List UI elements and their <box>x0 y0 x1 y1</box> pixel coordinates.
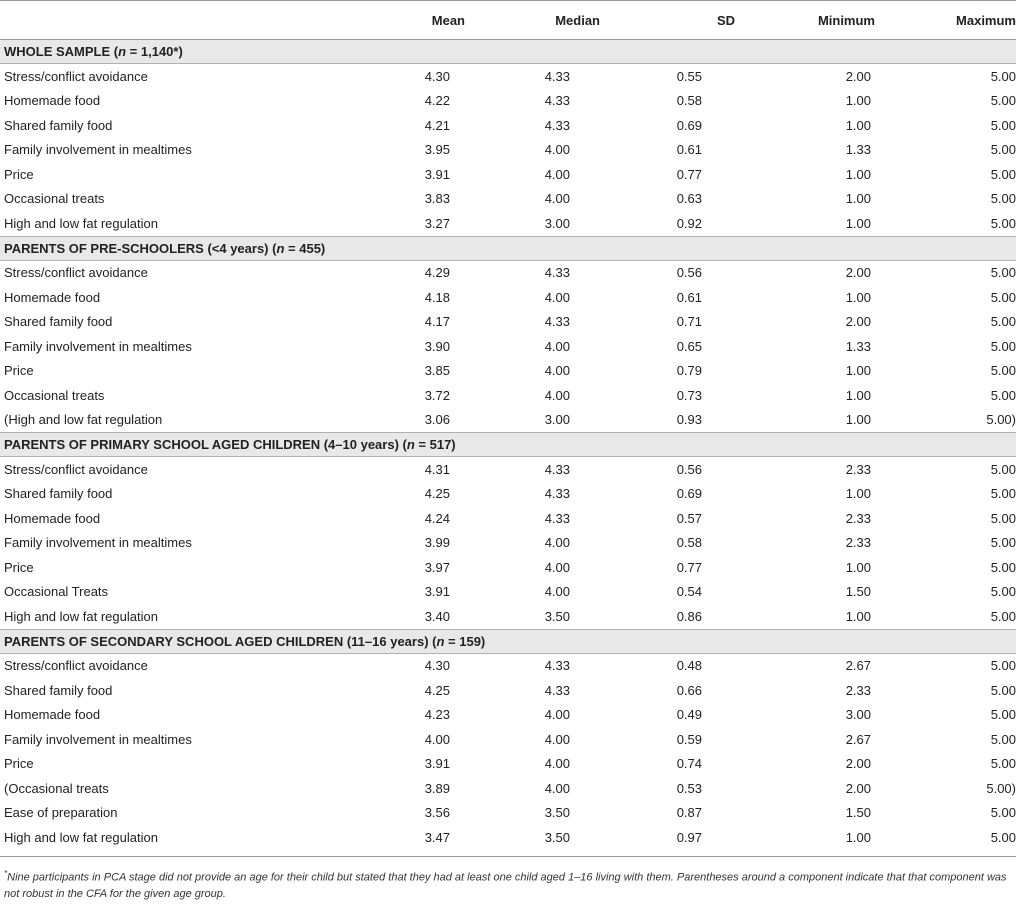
median-value: 4.33 <box>544 117 570 133</box>
table-row <box>0 531 1016 556</box>
minimum-value: 1.00 <box>845 829 871 845</box>
table-row <box>0 678 1016 703</box>
component-name: Family involvement in mealtimes <box>4 142 192 158</box>
table-header <box>0 1 1016 40</box>
minimum-value: 2.00 <box>845 780 871 796</box>
component-name: Family involvement in mealtimes <box>4 731 192 747</box>
component-name: Stress/conflict avoidance <box>4 658 148 674</box>
minimum-value: 1.00 <box>845 387 871 403</box>
sd-value: 0.59 <box>676 731 702 747</box>
minimum-value: 2.67 <box>845 731 871 747</box>
sd-value: 0.97 <box>676 829 702 845</box>
section-title <box>0 40 1016 64</box>
mean-value: 4.31 <box>424 461 450 477</box>
maximum-value: 5.00 <box>990 682 1016 698</box>
sd-value: 0.53 <box>676 780 702 796</box>
minimum-value: 1.00 <box>845 412 871 428</box>
median-value: 4.33 <box>544 68 570 84</box>
sd-value: 0.69 <box>676 117 702 133</box>
median-value: 3.00 <box>544 412 570 428</box>
component-name: Occasional treats <box>4 387 105 403</box>
median-value: 4.00 <box>544 166 570 182</box>
section-title-prefix: WHOLE SAMPLE ( <box>4 44 119 59</box>
section-n-symbol: n <box>276 240 285 256</box>
table-row <box>0 580 1016 605</box>
median-value: 4.00 <box>544 142 570 158</box>
mean-value: 4.30 <box>424 68 450 84</box>
mean-value: 3.89 <box>424 780 450 796</box>
maximum-value: 5.00 <box>990 707 1016 723</box>
section-header <box>0 629 1016 653</box>
median-value: 4.00 <box>544 191 570 207</box>
minimum-value: 2.33 <box>845 682 871 698</box>
table-row <box>0 113 1016 138</box>
table-row <box>0 457 1016 482</box>
maximum-value: 5.00 <box>990 142 1016 158</box>
sd-value: 0.92 <box>676 215 702 231</box>
mean-value: 3.97 <box>424 559 450 575</box>
minimum-value: 2.00 <box>845 314 871 330</box>
sd-value: 0.93 <box>676 412 702 428</box>
maximum-value: 5.00 <box>990 584 1016 600</box>
mean-value: 4.17 <box>424 314 450 330</box>
median-value: 4.33 <box>544 93 570 109</box>
component-name: High and low fat regulation <box>4 829 158 845</box>
maximum-value: 5.00 <box>990 215 1016 231</box>
header-mean: Mean <box>330 1 465 40</box>
mean-value: 4.22 <box>424 93 450 109</box>
table-row <box>0 604 1016 629</box>
sd-value: 0.61 <box>676 289 702 305</box>
maximum-value: 5.00 <box>990 510 1016 526</box>
median-value: 3.50 <box>544 829 570 845</box>
mean-value: 3.95 <box>424 142 450 158</box>
mean-value: 3.85 <box>424 363 450 379</box>
sd-value: 0.61 <box>676 142 702 158</box>
maximum-value: 5.00 <box>990 289 1016 305</box>
median-value: 4.33 <box>544 265 570 281</box>
median-value: 4.00 <box>544 584 570 600</box>
minimum-value: 1.00 <box>845 117 871 133</box>
mean-value: 3.06 <box>424 412 450 428</box>
mean-value: 4.29 <box>424 265 450 281</box>
section-n-symbol: n <box>118 44 127 59</box>
section-header <box>0 40 1016 64</box>
component-name: High and low fat regulation <box>4 608 158 624</box>
minimum-value: 2.33 <box>845 461 871 477</box>
sd-value: 0.48 <box>676 658 702 674</box>
minimum-value: 2.00 <box>845 756 871 772</box>
maximum-value: 5.00 <box>990 68 1016 84</box>
table-row <box>0 187 1016 212</box>
maximum-value: 5.00 <box>990 756 1016 772</box>
median-value: 4.00 <box>544 387 570 403</box>
component-name: Price <box>4 559 34 575</box>
table-row <box>0 383 1016 408</box>
table-row <box>0 285 1016 310</box>
mean-value: 3.83 <box>424 191 450 207</box>
section-title-prefix: PARENTS OF SECONDARY SCHOOL AGED CHILDREN (11–16 years) ( <box>4 633 437 649</box>
section-n-symbol: n <box>406 437 415 452</box>
section-n-symbol: n <box>436 633 445 649</box>
component-name: (Occasional treats <box>4 780 109 796</box>
median-value: 4.00 <box>544 707 570 723</box>
sd-value: 0.73 <box>676 387 702 403</box>
median-value: 4.00 <box>544 363 570 379</box>
maximum-value: 5.00 <box>990 805 1016 821</box>
median-value: 4.33 <box>544 461 570 477</box>
header-row <box>0 1 1016 40</box>
mean-value: 4.24 <box>424 510 450 526</box>
sd-value: 0.55 <box>676 68 702 84</box>
component-name: Price <box>4 756 34 772</box>
minimum-value: 1.00 <box>845 191 871 207</box>
median-value: 4.00 <box>544 780 570 796</box>
table-row <box>0 506 1016 531</box>
median-value: 3.50 <box>544 805 570 821</box>
mean-value: 3.90 <box>424 338 450 354</box>
table-row <box>0 776 1016 801</box>
table-row <box>0 408 1016 433</box>
sd-value: 0.57 <box>676 510 702 526</box>
section-title-prefix: PARENTS OF PRIMARY SCHOOL AGED CHILDREN (4–10 years) ( <box>4 437 407 452</box>
minimum-value: 1.00 <box>845 486 871 502</box>
section-header <box>0 236 1016 260</box>
header-sd: SD <box>600 1 735 40</box>
section-header <box>0 433 1016 457</box>
sd-value: 0.65 <box>676 338 702 354</box>
maximum-value: 5.00 <box>990 658 1016 674</box>
section-title <box>0 629 1016 653</box>
mean-value: 4.21 <box>424 117 450 133</box>
component-name: Occasional treats <box>4 191 105 207</box>
minimum-value: 2.33 <box>845 535 871 551</box>
component-name: Stress/conflict avoidance <box>4 461 148 477</box>
mean-value: 4.00 <box>424 731 450 747</box>
table-row <box>0 653 1016 678</box>
mean-value: 3.91 <box>424 756 450 772</box>
maximum-value: 5.00 <box>990 608 1016 624</box>
component-name: Shared family food <box>4 117 113 133</box>
maximum-value: 5.00 <box>990 93 1016 109</box>
mean-value: 4.25 <box>424 486 450 502</box>
maximum-value: 5.00 <box>990 338 1016 354</box>
table-row <box>0 555 1016 580</box>
mean-value: 3.27 <box>424 215 450 231</box>
median-value: 4.33 <box>544 314 570 330</box>
sd-value: 0.49 <box>676 707 702 723</box>
sd-value: 0.79 <box>676 363 702 379</box>
sd-value: 0.77 <box>676 559 702 575</box>
component-name: High and low fat regulation <box>4 215 158 231</box>
section-title-prefix: PARENTS OF PRE-SCHOOLERS (<4 years) ( <box>4 240 277 256</box>
mean-value: 3.91 <box>424 166 450 182</box>
component-name: Shared family food <box>4 486 113 502</box>
table-row <box>0 752 1016 777</box>
mean-value: 3.40 <box>424 608 450 624</box>
median-value: 4.00 <box>544 731 570 747</box>
sd-value: 0.69 <box>676 486 702 502</box>
table-row <box>0 310 1016 335</box>
table-row <box>0 138 1016 163</box>
median-value: 3.50 <box>544 608 570 624</box>
component-name: Homemade food <box>4 289 101 305</box>
minimum-value: 1.50 <box>845 805 871 821</box>
sd-value: 0.56 <box>676 461 702 477</box>
maximum-value: 5.00 <box>990 486 1016 502</box>
maximum-value: 5.00 <box>990 731 1016 747</box>
minimum-value: 1.00 <box>845 166 871 182</box>
component-name: Price <box>4 363 34 379</box>
section-title-suffix: = 455) <box>284 240 326 256</box>
minimum-value: 1.00 <box>845 93 871 109</box>
median-value: 4.33 <box>544 510 570 526</box>
table-row <box>0 211 1016 236</box>
maximum-value: 5.00 <box>990 265 1016 281</box>
sd-value: 0.86 <box>676 608 702 624</box>
mean-value: 4.30 <box>424 658 450 674</box>
mean-value: 3.47 <box>424 829 450 845</box>
maximum-value: 5.00 <box>990 829 1016 845</box>
median-value: 4.00 <box>544 756 570 772</box>
sd-value: 0.71 <box>676 314 702 330</box>
median-value: 4.33 <box>544 682 570 698</box>
table-row <box>0 334 1016 359</box>
maximum-value: 5.00) <box>986 412 1016 428</box>
component-name: Homemade food <box>4 510 101 526</box>
header-label <box>0 1 330 40</box>
component-name: Family involvement in mealtimes <box>4 535 192 551</box>
footnote-mark: * <box>4 868 8 878</box>
maximum-value: 5.00 <box>990 117 1016 133</box>
section-title-suffix: = 1,140*) <box>126 44 183 59</box>
minimum-value: 1.00 <box>845 363 871 379</box>
mean-value: 4.23 <box>424 707 450 723</box>
table-row <box>0 64 1016 89</box>
component-name: Shared family food <box>4 314 113 330</box>
minimum-value: 3.00 <box>845 707 871 723</box>
median-value: 4.00 <box>544 338 570 354</box>
median-value: 4.00 <box>544 289 570 305</box>
component-name: Price <box>4 166 34 182</box>
minimum-value: 1.33 <box>845 338 871 354</box>
table-row <box>0 260 1016 285</box>
component-name: Family involvement in mealtimes <box>4 338 192 354</box>
minimum-value: 1.00 <box>845 289 871 305</box>
sd-value: 0.74 <box>676 756 702 772</box>
component-name: Homemade food <box>4 93 101 109</box>
sd-value: 0.77 <box>676 166 702 182</box>
maximum-value: 5.00 <box>990 314 1016 330</box>
header-median: Median <box>465 1 600 40</box>
mean-value: 3.91 <box>424 584 450 600</box>
footnote-text: Nine participants in PCA stage did not provide an age for their child but stated that they had at least one child aged 1–16 living with them. Parentheses around a component indicate that that component was not robust in the CFA for the given age group. <box>4 871 1007 901</box>
maximum-value: 5.00 <box>990 461 1016 477</box>
component-name: (High and low fat regulation <box>4 412 163 428</box>
sd-value: 0.58 <box>676 535 702 551</box>
maximum-value: 5.00) <box>986 780 1016 796</box>
sd-value: 0.66 <box>676 682 702 698</box>
table-footnote <box>0 856 1016 904</box>
maximum-value: 5.00 <box>990 363 1016 379</box>
table-row <box>0 89 1016 114</box>
table-body <box>0 40 1016 850</box>
table-row <box>0 825 1016 850</box>
mean-value: 3.72 <box>424 387 450 403</box>
sd-value: 0.54 <box>676 584 702 600</box>
component-name: Occasional Treats <box>4 584 109 600</box>
section-title <box>0 236 1016 260</box>
minimum-value: 1.00 <box>845 559 871 575</box>
median-value: 4.00 <box>544 535 570 551</box>
header-minimum: Minimum <box>735 1 875 40</box>
maximum-value: 5.00 <box>990 387 1016 403</box>
mean-value: 4.18 <box>424 289 450 305</box>
maximum-value: 5.00 <box>990 559 1016 575</box>
minimum-value: 2.33 <box>845 510 871 526</box>
mean-value: 4.25 <box>424 682 450 698</box>
median-value: 4.33 <box>544 658 570 674</box>
maximum-value: 5.00 <box>990 535 1016 551</box>
table-row <box>0 727 1016 752</box>
sd-value: 0.58 <box>676 93 702 109</box>
sd-value: 0.87 <box>676 805 702 821</box>
maximum-value: 5.00 <box>990 191 1016 207</box>
component-name: Ease of preparation <box>4 805 118 821</box>
section-title-suffix: = 517) <box>414 437 456 452</box>
sd-value: 0.63 <box>676 191 702 207</box>
median-value: 4.00 <box>544 559 570 575</box>
sd-value: 0.56 <box>676 265 702 281</box>
median-value: 3.00 <box>544 215 570 231</box>
section-title-suffix: = 159) <box>444 633 486 649</box>
component-name: Shared family food <box>4 682 113 698</box>
median-value: 4.33 <box>544 486 570 502</box>
maximum-value: 5.00 <box>990 166 1016 182</box>
header-maximum: Maximum <box>875 1 1016 40</box>
component-name: Stress/conflict avoidance <box>4 265 148 281</box>
minimum-value: 2.00 <box>845 68 871 84</box>
minimum-value: 1.33 <box>845 142 871 158</box>
table-row <box>0 801 1016 826</box>
minimum-value: 1.00 <box>845 608 871 624</box>
table-row <box>0 703 1016 728</box>
mean-value: 3.56 <box>424 805 450 821</box>
mean-value: 3.99 <box>424 535 450 551</box>
table-row <box>0 359 1016 384</box>
minimum-value: 1.00 <box>845 215 871 231</box>
section-title <box>0 433 1016 457</box>
minimum-value: 2.67 <box>845 658 871 674</box>
table-row <box>0 482 1016 507</box>
table-row <box>0 162 1016 187</box>
component-name: Homemade food <box>4 707 101 723</box>
component-name: Stress/conflict avoidance <box>4 68 148 84</box>
minimum-value: 2.00 <box>845 265 871 281</box>
minimum-value: 1.50 <box>845 584 871 600</box>
